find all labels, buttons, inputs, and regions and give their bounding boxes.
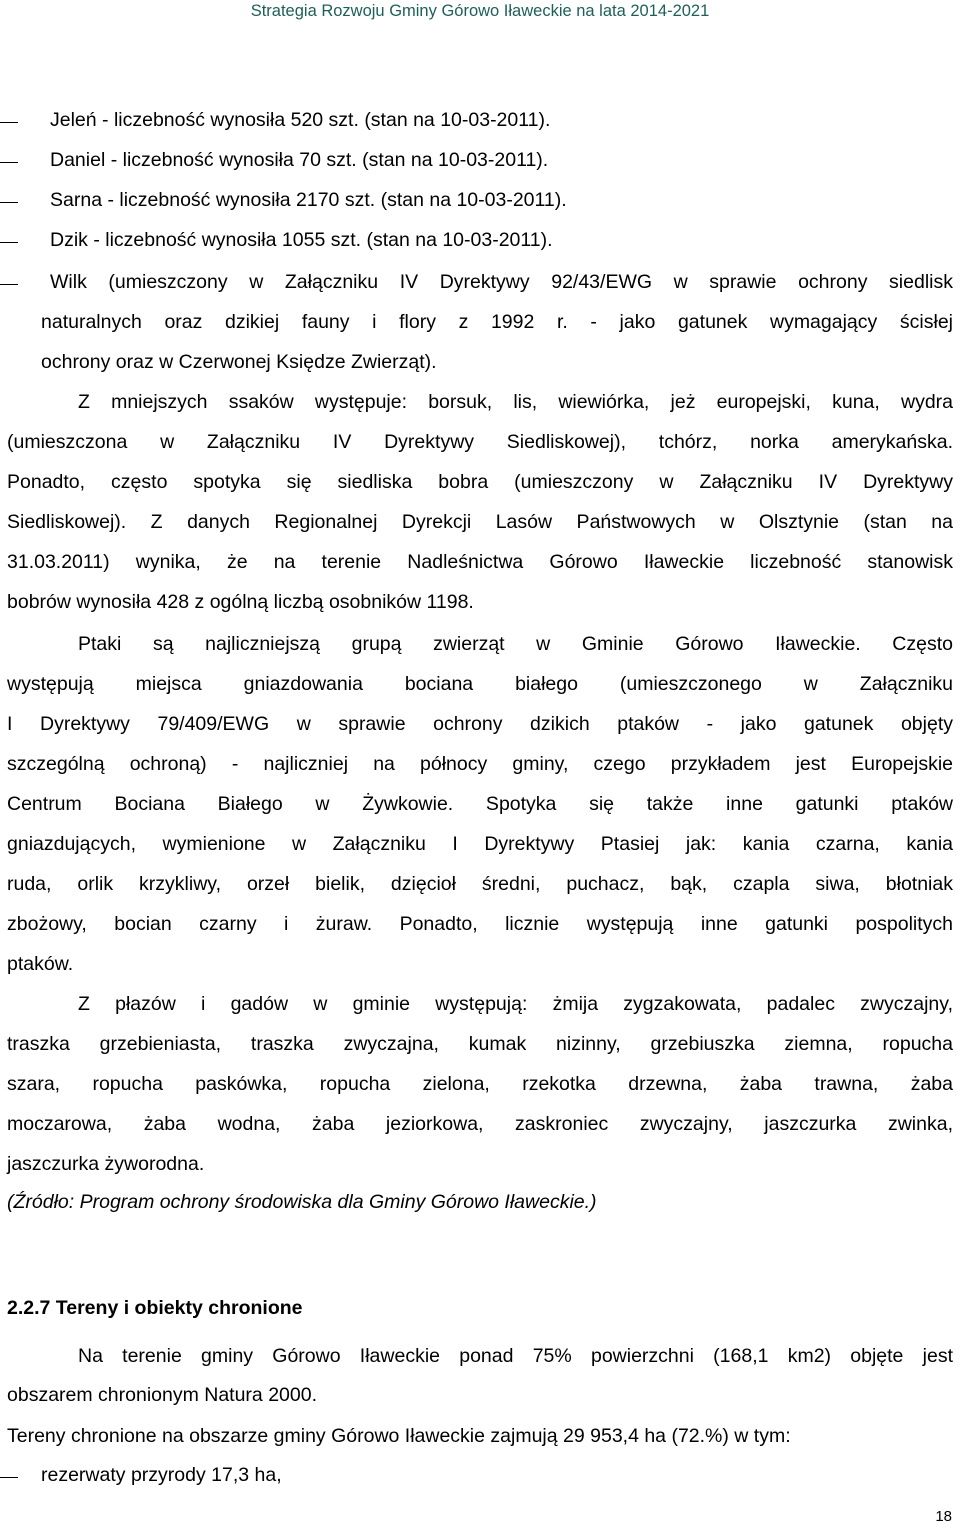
dash-icon (0, 1477, 18, 1478)
section-heading: 2.2.7 Tereny i obiekty chronione (7, 1297, 303, 1319)
dash-icon (0, 242, 18, 243)
page-header: Strategia Rozwoju Gminy Górowo Iławeckie na lata 2014-2021 (250, 2, 710, 20)
paragraph-line: moczarowa, żaba wodna, żaba jeziorkowa, zaskroniec zwyczajny, jaszczurka zwinka, (7, 1113, 953, 1135)
paragraph-line: szara, ropucha paskówka, ropucha zielona, rzekotka drzewna, żaba trawna, żaba (7, 1073, 953, 1095)
paragraph-line: jaszczurka żyworodna. (7, 1153, 205, 1175)
list-item: Sarna - liczebność wynosiła 2170 szt. (stan na 10-03-2011). (50, 189, 567, 211)
paragraph-line: Siedliskowej). Z danych Regionalnej Dyrekcji Lasów Państwowych w Olsztynie (stan na (7, 511, 953, 533)
paragraph-line: bobrów wynosiła 428 z ogólną liczbą osobników 1198. (7, 591, 474, 613)
dash-icon (0, 122, 18, 123)
page-number: 18 (935, 1508, 952, 1525)
dash-icon (0, 284, 18, 285)
list-item-continuation: ochrony oraz w Czerwonej Księdze Zwierząt). (41, 351, 437, 373)
dash-icon (0, 202, 18, 203)
paragraph-line: szczególną ochroną) - najliczniej na północy gminy, czego przykładem jest Europejskie (7, 753, 953, 775)
paragraph-line: zbożowy, bocian czarny i żuraw. Ponadto, licznie występują inne gatunki pospolitych (7, 913, 953, 935)
paragraph-line: gniazdujących, wymienione w Załączniku I Dyrektywy Ptasiej jak: kania czarna, kania (7, 833, 953, 855)
list-item: Wilk (umieszczony w Załączniku IV Dyrektywy 92/43/EWG w sprawie ochrony siedlisk (50, 271, 953, 293)
paragraph-line: ptaków. (7, 953, 74, 975)
paragraph-line: obszarem chronionym Natura 2000. (7, 1384, 317, 1406)
list-item-continuation: naturalnych oraz dzikiej fauny i flory z 1992 r. - jako gatunek wymagający ścisłej (41, 311, 953, 333)
list-item: Daniel - liczebność wynosiła 70 szt. (stan na 10-03-2011). (50, 149, 549, 171)
paragraph-line: Ponadto, często spotyka się siedliska bobra (umieszczony w Załączniku IV Dyrektywy (7, 471, 953, 493)
paragraph-line: 31.03.2011) wynika, że na terenie Nadleśnictwa Górowo Iławeckie liczebność stanowisk (7, 551, 953, 573)
paragraph-line: Centrum Bociana Białego w Żywkowie. Spotyka się także inne gatunki ptaków (7, 793, 953, 815)
paragraph-line: Na terenie gminy Górowo Iławeckie ponad 75% powierzchni (168,1 km2) objęte jest (78, 1345, 953, 1367)
paragraph-line: Z mniejszych ssaków występuje: borsuk, lis, wiewiórka, jeż europejski, kuna, wydra (78, 391, 953, 413)
list-item: Dzik - liczebność wynosiła 1055 szt. (stan na 10-03-2011). (50, 229, 553, 251)
dash-icon (0, 162, 18, 163)
paragraph-line: traszka grzebieniasta, traszka zwyczajna, kumak nizinny, grzebiuszka ziemna, ropucha (7, 1033, 953, 1055)
list-item: rezerwaty przyrody 17,3 ha, (41, 1464, 282, 1486)
paragraph-line: (umieszczona w Załączniku IV Dyrektywy Siedliskowej), tchórz, norka amerykańska. (7, 431, 953, 453)
paragraph-line: I Dyrektywy 79/409/EWG w sprawie ochrony dzikich ptaków - jako gatunek objęty (7, 713, 953, 735)
paragraph-line: Ptaki są najliczniejszą grupą zwierząt w Gminie Górowo Iławeckie. Często (78, 633, 953, 655)
tereny-line: Tereny chronione na obszarze gminy Górowo Iławeckie zajmują 29 953,4 ha (72.%) w tym: (7, 1425, 791, 1447)
paragraph-line: występują miejsca gniazdowania bociana białego (umieszczonego w Załączniku (7, 673, 953, 695)
paragraph-line: ruda, orlik krzykliwy, orzeł bielik, dzięcioł średni, puchacz, bąk, czapla siwa, błotniak (7, 873, 953, 895)
list-item: Jeleń - liczebność wynosiła 520 szt. (stan na 10-03-2011). (50, 109, 551, 131)
paragraph-line: Z płazów i gadów w gminie występują: żmija zygzakowata, padalec zwyczajny, (78, 993, 953, 1015)
source-citation: (Źródło: Program ochrony środowiska dla Gminy Górowo Iławeckie.) (7, 1191, 597, 1213)
